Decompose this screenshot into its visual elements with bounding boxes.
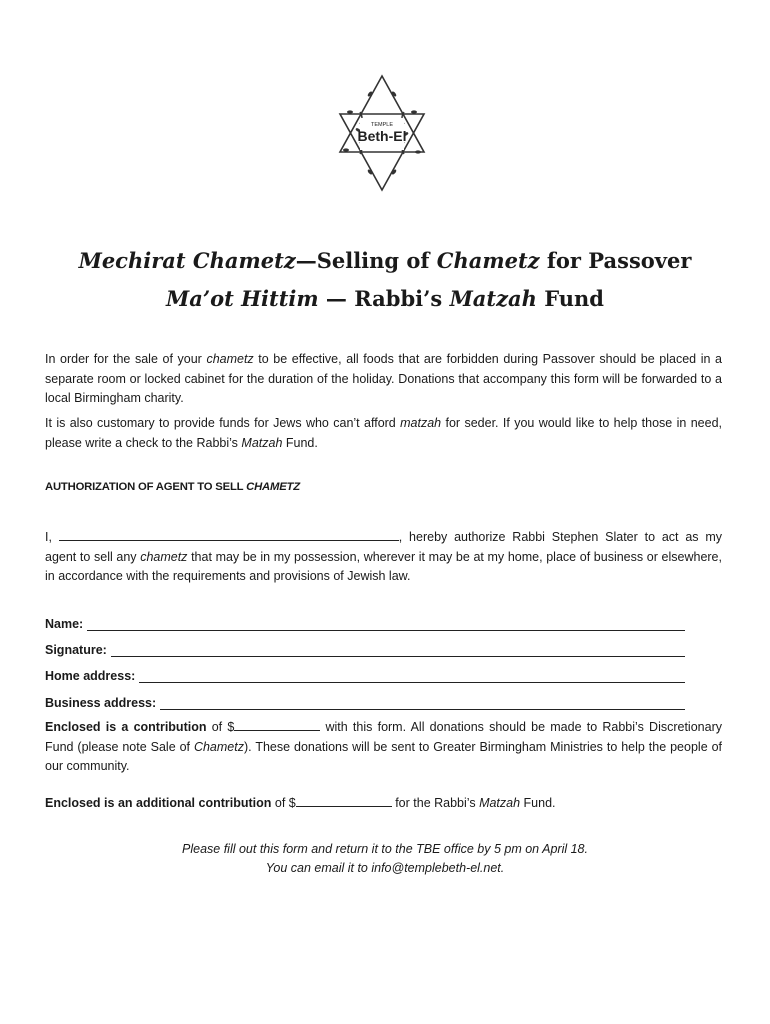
business-address-label: Business address: (45, 696, 157, 710)
name-blank[interactable] (87, 617, 685, 631)
intro-text: to be effective, all foods that are forbidden during Passover should be placed in a separate room or locked cabinet for the duration of the holiday. Donations that accompany this form will be forwarded to a local Birmingham charity. (45, 352, 723, 405)
business-address-field (45, 691, 685, 710)
matzah-text: Fund. (282, 435, 318, 450)
authorization-heading-text: AUTHORIZATION OF AGENT TO SELL (45, 481, 247, 493)
matzah-paragraph (45, 414, 722, 453)
title-text: —Selling of (295, 248, 437, 273)
name-label: Name: (45, 617, 84, 631)
authorization-paragraph (45, 527, 722, 587)
contribution-label: Enclosed is a contribution (45, 720, 207, 734)
logo-small-text: TEMPLE (370, 122, 394, 128)
additional-contribution-text: Fund. (520, 796, 556, 810)
contribution-text: of $ (206, 720, 235, 734)
home-address-label: Home address: (45, 669, 136, 683)
logo-name-text: Beth-El (357, 128, 407, 144)
authorization-heading-term: CHAMETZ (246, 481, 300, 493)
agent-name-blank[interactable] (59, 527, 399, 541)
signature-blank[interactable] (111, 643, 685, 657)
matzah-term: matzah (400, 416, 442, 430)
additional-contribution-text: of $ (271, 796, 296, 810)
subtitle-text: Fund (536, 286, 604, 311)
subtitle-text: — Rabbi’s (318, 286, 450, 311)
additional-contribution-label: Enclosed is an additional contribution (45, 796, 272, 810)
business-address-blank[interactable] (160, 696, 685, 710)
subtitle-term: Matzah (449, 286, 537, 311)
temple-beth-el-logo (330, 72, 434, 194)
name-field (45, 612, 685, 631)
authorization-term: chametz (140, 549, 188, 564)
additional-amount-blank[interactable] (296, 793, 392, 807)
authorization-text: that may be in my possession, wherever it may be at my home, place of business or elsewhere, in accordance with the requirements and provisions of Jewish law. (45, 549, 722, 583)
additional-contribution-paragraph (45, 793, 722, 814)
title-text: for Passover (539, 248, 692, 273)
matzah-text: It is also customary to provide funds for Jews who can’t afford (45, 416, 401, 430)
page-subtitle (0, 286, 770, 311)
contribution-amount-blank[interactable] (234, 717, 320, 731)
intro-text: In order for the sale of your (45, 352, 207, 366)
authorization-heading (45, 481, 300, 493)
matzah-text: for seder. If you would like to help those in need, please write a check to the Rabbi’s (45, 416, 722, 450)
home-address-field (45, 664, 685, 683)
signature-label: Signature: (45, 643, 107, 657)
contribution-paragraph (45, 717, 722, 777)
contribution-term: Chametz (193, 739, 244, 754)
subtitle-term: Ma’ot Hittim (166, 286, 319, 311)
authorization-text: , hereby authorize Rabbi Stephen Slater to act as my agent to sell any (45, 530, 722, 564)
footer-email: You can email it to info@templebeth-el.net. (265, 861, 505, 875)
signature-field (45, 638, 685, 657)
intro-term: chametz (206, 352, 254, 366)
page-title (0, 248, 770, 273)
contribution-text: ). These donations will be sent to Greater Birmingham Ministries to help the people of our community. (45, 739, 723, 773)
additional-contribution-text: for the Rabbi’s (391, 796, 480, 810)
home-address-blank[interactable] (139, 669, 685, 683)
authorization-text: I, (45, 530, 59, 544)
title-term: Chametz (436, 248, 540, 273)
additional-contribution-term: Matzah (479, 796, 521, 810)
contribution-text: with this form. All donations should be made to Rabbi’s Discretionary Fund (please note Sale of (45, 720, 722, 754)
title-term: Mechirat Chametz (78, 248, 296, 273)
intro-paragraph (45, 350, 722, 409)
matzah-term: Matzah (241, 435, 283, 450)
footer-instructions: Please fill out this form and return it to the TBE office by 5 pm on April 18. (182, 842, 588, 856)
